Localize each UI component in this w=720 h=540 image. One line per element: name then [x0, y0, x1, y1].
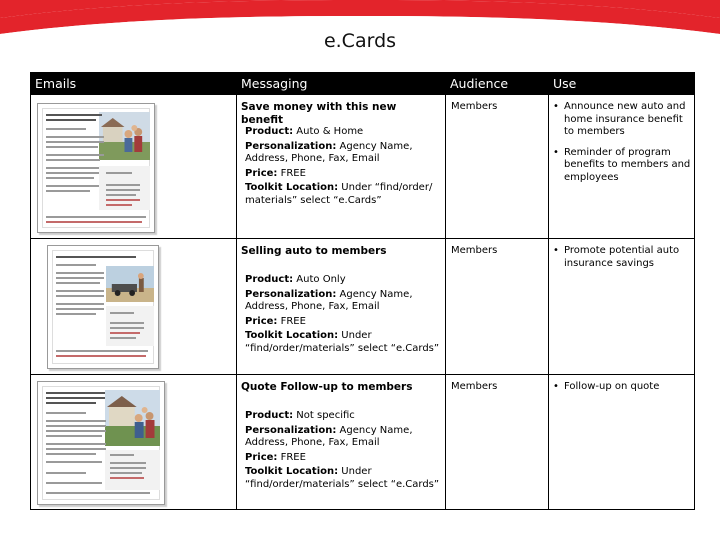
- house-family-photo-icon: [105, 390, 160, 446]
- price-label: Price:: [245, 315, 278, 327]
- price-label: Price:: [245, 451, 278, 463]
- use-item: • Promote potential auto insurance savings: [553, 245, 693, 270]
- row2-audience: Members: [451, 245, 498, 256]
- use-item: • Reminder of program benefits to members and employees: [553, 147, 693, 185]
- row3-audience: Members: [451, 381, 498, 392]
- row3-details: [245, 410, 441, 493]
- personalization-label: Personalization:: [245, 140, 337, 152]
- row1-price: FREE: [277, 167, 306, 179]
- row2-product: Auto Only: [293, 274, 346, 285]
- row2-personalization: Agency Name, Address, Phone, Fax, Email: [245, 288, 413, 312]
- row1-audience: Members: [451, 101, 498, 112]
- col-header-messaging: Messaging: [237, 73, 445, 95]
- email-thumbnail-family-photo: [37, 103, 155, 233]
- product-label: Product:: [245, 274, 294, 285]
- col-header-emails: Emails: [31, 73, 236, 95]
- row1-toolkit: Under “find/order/ materials” select “e.Cards”: [245, 182, 433, 206]
- row2-details: [245, 274, 441, 357]
- use-item: • Follow-up on quote: [553, 381, 693, 394]
- row1-personalization: Agency Name, Address, Phone, Fax, Email: [245, 140, 413, 164]
- row2-headline: Selling auto to members: [241, 245, 387, 257]
- slide-title: e.Cards: [323, 30, 397, 52]
- col-header-use: Use: [549, 73, 695, 95]
- toolkit-label: Toolkit Location:: [245, 466, 339, 477]
- beach-car-photo-icon: [106, 266, 154, 302]
- row3-personalization: Agency Name, Address, Phone, Fax, Email: [245, 424, 413, 448]
- personalization-label: Personalization:: [245, 424, 337, 436]
- row-divider: [31, 238, 694, 239]
- product-label: Product:: [245, 126, 294, 137]
- row1-product: Auto & Home: [293, 126, 364, 137]
- row-divider: [31, 374, 694, 375]
- row2-price: FREE: [277, 315, 306, 327]
- personalization-label: Personalization:: [245, 288, 337, 300]
- column-divider: [445, 73, 446, 509]
- email-thumbnail-house-family-photo: [37, 381, 165, 505]
- product-label: Product:: [245, 410, 294, 421]
- row3-use-list: [553, 381, 693, 402]
- row1-use-list: [553, 101, 693, 192]
- column-divider: [548, 73, 549, 509]
- email-thumbnail-beach-car-photo: [47, 245, 159, 369]
- row3-toolkit: Under “find/order/materials” select “e.Cards”: [245, 466, 440, 490]
- row2-toolkit: Under “find/order/materials” select “e.Cards”: [245, 330, 440, 354]
- price-label: Price:: [245, 167, 278, 179]
- row2-use-list: [553, 245, 693, 278]
- row1-headline: Save money with this new benefit: [241, 101, 397, 126]
- use-item: • Announce new auto and home insurance benefit to members: [553, 101, 693, 139]
- row3-product: Not specific: [293, 410, 355, 421]
- row1-details: [245, 126, 441, 209]
- ecards-table: [30, 72, 695, 510]
- row3-headline: Quote Follow-up to members: [241, 381, 413, 393]
- family-photo-icon: [99, 112, 150, 160]
- toolkit-label: Toolkit Location:: [245, 182, 339, 193]
- row3-price: FREE: [277, 451, 306, 463]
- toolkit-label: Toolkit Location:: [245, 330, 339, 341]
- column-divider: [236, 73, 237, 509]
- col-header-audience: Audience: [446, 73, 548, 95]
